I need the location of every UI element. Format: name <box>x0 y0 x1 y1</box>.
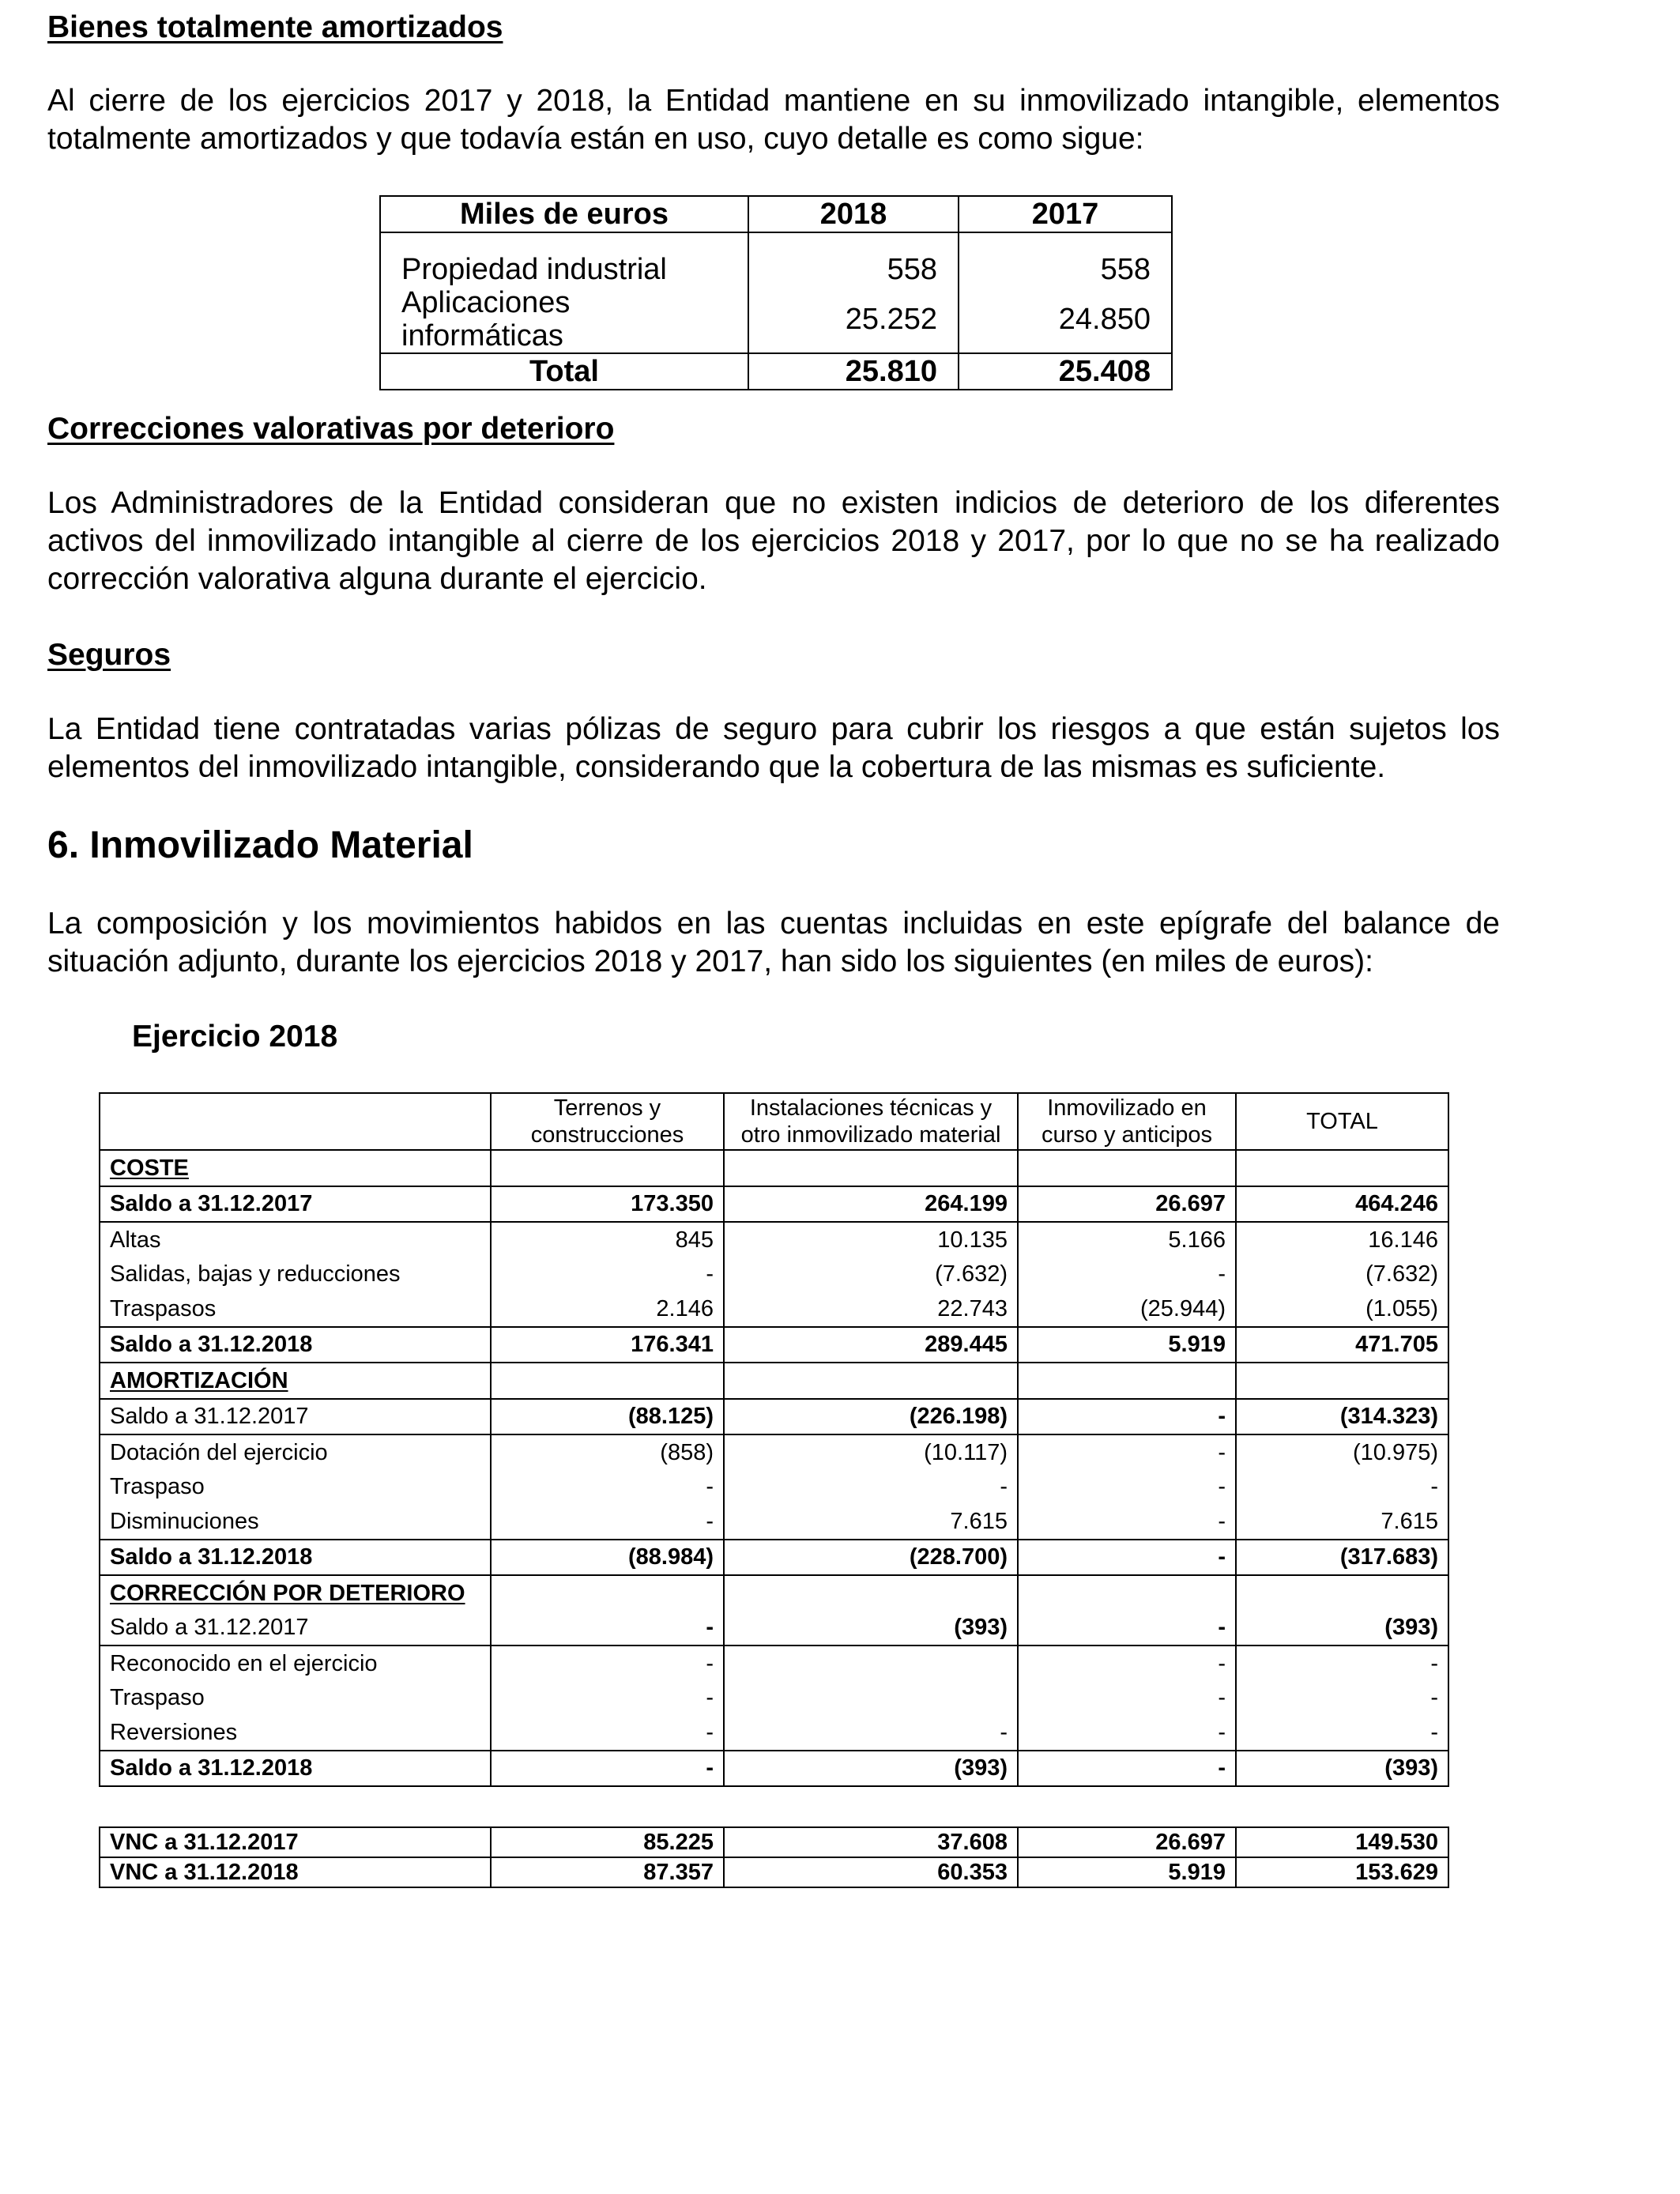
header-terrenos: Terrenos y construcciones <box>491 1093 724 1150</box>
row-label: Reconocido en el ejercicio <box>100 1646 491 1681</box>
header-inmovilizado-curso: Inmovilizado en curso y anticipos <box>1018 1093 1236 1150</box>
total-2018: 25.810 <box>748 353 959 390</box>
table-row <box>100 1399 1448 1435</box>
paragraph-inmovilizado-material: La composición y los movimientos habidos en las cuentas incluidas en este epígrafe del balance de situación adjunto, durante los ejercicios 2018 y 2017, han sido los siguientes (en miles de euros): <box>47 907 1500 978</box>
cell-instalaciones: (393) <box>724 1751 1018 1787</box>
row-label: Saldo a 31.12.2018 <box>100 1327 491 1363</box>
header-2017: 2017 <box>959 196 1172 232</box>
cell-total: (7.632) <box>1236 1257 1448 1292</box>
row-label: Saldo a 31.12.2018 <box>100 1751 491 1787</box>
cell-instalaciones: 289.445 <box>724 1327 1018 1363</box>
table-row <box>100 1291 1448 1327</box>
cell-terrenos: - <box>491 1646 724 1681</box>
cell-terrenos: 2.146 <box>491 1291 724 1327</box>
cell-terrenos: - <box>491 1751 724 1787</box>
cell-curso: - <box>1018 1257 1236 1292</box>
row-label: Saldo a 31.12.2018 <box>100 1540 491 1576</box>
table-header-row <box>380 196 1172 232</box>
cell-instalaciones: (10.117) <box>724 1434 1018 1470</box>
cell-instalaciones <box>724 1646 1018 1681</box>
row-label: VNC a 31.12.2018 <box>100 1857 491 1887</box>
row-label: Propiedad industrial <box>380 252 748 286</box>
cell-curso: - <box>1018 1470 1236 1505</box>
cell-total: (314.323) <box>1236 1399 1448 1435</box>
cell-instalaciones: 10.135 <box>724 1222 1018 1257</box>
cell-total: (393) <box>1236 1751 1448 1787</box>
cell-instalaciones: - <box>724 1715 1018 1751</box>
table-row <box>100 1540 1448 1576</box>
cell-terrenos: (88.125) <box>491 1399 724 1435</box>
cell-total: 464.246 <box>1236 1186 1448 1223</box>
cell-curso: - <box>1018 1399 1236 1435</box>
table-row-vnc-2017 <box>100 1827 1448 1857</box>
row-label: Saldo a 31.12.2017 <box>100 1186 491 1223</box>
row-value-2017: 24.850 <box>959 286 1172 353</box>
cell-curso: - <box>1018 1611 1236 1646</box>
cell-total: (317.683) <box>1236 1540 1448 1576</box>
paragraph-bienes: Al cierre de los ejercicios 2017 y 2018, la Entidad mantiene en su inmovilizado intangible, elementos totalmente amortizados y que todavía están en uso, cuyo detalle es como sigue: <box>47 84 1500 156</box>
cell-total: - <box>1236 1646 1448 1681</box>
row-value-2017: 558 <box>959 252 1172 286</box>
table-row <box>100 1715 1448 1751</box>
cell-terrenos: - <box>491 1681 724 1716</box>
header-blank <box>100 1093 491 1150</box>
row-label: Saldo a 31.12.2017 <box>100 1399 491 1435</box>
row-label: Salidas, bajas y reducciones <box>100 1257 491 1292</box>
table-row <box>100 1470 1448 1505</box>
cell-terrenos: - <box>491 1257 724 1292</box>
table-row <box>380 252 1172 286</box>
cell-total: (1.055) <box>1236 1291 1448 1327</box>
cell-total: - <box>1236 1715 1448 1751</box>
paragraph-correcciones: Los Administradores de la Entidad consideran que no existen indicios de deterioro de los diferentes activos del inmovilizado intangible al cierre de los ejercicios 2018 y 2017, por lo que no se ha realizado corrección valorativa alguna durante el ejercicio. <box>47 486 1500 596</box>
row-label: Traspasos <box>100 1291 491 1327</box>
table-row <box>100 1681 1448 1716</box>
row-label: Disminuciones <box>100 1504 491 1540</box>
header-total: TOTAL <box>1236 1093 1448 1150</box>
heading-correcciones: Correcciones valorativas por deterioro <box>47 412 615 446</box>
table-row <box>100 1327 1448 1363</box>
row-value-2018: 558 <box>748 252 959 286</box>
cell-curso: - <box>1018 1540 1236 1576</box>
cell-terrenos: - <box>491 1470 724 1505</box>
cell-terrenos: 845 <box>491 1222 724 1257</box>
row-label: Dotación del ejercicio <box>100 1434 491 1470</box>
cell-curso: - <box>1018 1646 1236 1681</box>
cell-terrenos: (88.984) <box>491 1540 724 1576</box>
table-row <box>100 1751 1448 1787</box>
row-label: Aplicaciones informáticas <box>380 286 748 353</box>
table-total-row <box>380 353 1172 390</box>
cell-instalaciones: - <box>724 1470 1018 1505</box>
cell-curso: - <box>1018 1434 1236 1470</box>
heading-bienes: Bienes totalmente amortizados <box>47 10 503 44</box>
section-row-coste <box>100 1150 1448 1186</box>
cell-instalaciones: (228.700) <box>724 1540 1018 1576</box>
table-row <box>380 286 1172 353</box>
heading-inmovilizado-material: 6. Inmovilizado Material <box>47 824 473 866</box>
cell-curso: - <box>1018 1504 1236 1540</box>
table-row <box>100 1646 1448 1681</box>
header-instalaciones: Instalaciones técnicas y otro inmovilizado material <box>724 1093 1018 1150</box>
cell-curso: - <box>1018 1751 1236 1787</box>
cell-instalaciones: (226.198) <box>724 1399 1018 1435</box>
table-row <box>100 1434 1448 1470</box>
row-label: Altas <box>100 1222 491 1257</box>
cell-terrenos: 173.350 <box>491 1186 724 1223</box>
section-label-deterioro: CORRECCIÓN POR DETERIORO <box>110 1580 465 1606</box>
row-value-2018: 25.252 <box>748 286 959 353</box>
row-label: Traspaso <box>100 1470 491 1505</box>
row-label: Reversiones <box>100 1715 491 1751</box>
cell-terrenos: 176.341 <box>491 1327 724 1363</box>
cell-terrenos: - <box>491 1715 724 1751</box>
cell-total: 16.146 <box>1236 1222 1448 1257</box>
row-label: VNC a 31.12.2017 <box>100 1827 491 1857</box>
cell-curso: - <box>1018 1681 1236 1716</box>
table-header-row <box>100 1093 1448 1150</box>
table-row <box>100 1504 1448 1540</box>
cell-curso: (25.944) <box>1018 1291 1236 1327</box>
cell-instalaciones: 7.615 <box>724 1504 1018 1540</box>
section-row-deterioro <box>100 1575 1448 1611</box>
table-row <box>100 1222 1448 1257</box>
total-label: Total <box>380 353 748 390</box>
section-label-amortizacion: AMORTIZACIÓN <box>110 1367 288 1393</box>
paragraph-seguros: La Entidad tiene contratadas varias pólizas de seguro para cubrir los riesgos a que están sujetos los elementos del inmovilizado intangible, considerando que la cobertura de las mismas es suficiente. <box>47 712 1500 784</box>
cell-terrenos: (858) <box>491 1434 724 1470</box>
cell-total: (10.975) <box>1236 1434 1448 1470</box>
cell-curso: - <box>1018 1715 1236 1751</box>
cell-curso: 26.697 <box>1018 1827 1236 1857</box>
cell-total: 149.530 <box>1236 1827 1448 1857</box>
cell-instalaciones <box>724 1681 1018 1716</box>
cell-total: (393) <box>1236 1611 1448 1646</box>
cell-terrenos: - <box>491 1504 724 1540</box>
cell-instalaciones: (393) <box>724 1611 1018 1646</box>
cell-curso: 5.166 <box>1018 1222 1236 1257</box>
table-row-vnc-2018 <box>100 1857 1448 1887</box>
table-row <box>100 1611 1448 1646</box>
cell-instalaciones: 264.199 <box>724 1186 1018 1223</box>
cell-instalaciones: 22.743 <box>724 1291 1018 1327</box>
row-label: Saldo a 31.12.2017 <box>100 1611 491 1646</box>
cell-total: - <box>1236 1681 1448 1716</box>
table-amortizados <box>379 195 1173 390</box>
total-2017: 25.408 <box>959 353 1172 390</box>
table-row <box>100 1186 1448 1223</box>
header-2018: 2018 <box>748 196 959 232</box>
table-movimientos <box>99 1092 1449 1888</box>
section-label-coste: COSTE <box>110 1155 189 1181</box>
cell-curso: 26.697 <box>1018 1186 1236 1223</box>
cell-terrenos: 85.225 <box>491 1827 724 1857</box>
cell-terrenos: - <box>491 1611 724 1646</box>
cell-total: 153.629 <box>1236 1857 1448 1887</box>
cell-curso: 5.919 <box>1018 1857 1236 1887</box>
subheading-ejercicio-2018: Ejercicio 2018 <box>132 1020 338 1054</box>
cell-instalaciones: 37.608 <box>724 1827 1018 1857</box>
cell-total: - <box>1236 1470 1448 1505</box>
cell-curso: 5.919 <box>1018 1327 1236 1363</box>
cell-instalaciones: 60.353 <box>724 1857 1018 1887</box>
cell-total: 7.615 <box>1236 1504 1448 1540</box>
cell-total: 471.705 <box>1236 1327 1448 1363</box>
table-row <box>100 1257 1448 1292</box>
header-miles: Miles de euros <box>380 196 748 232</box>
row-label: Traspaso <box>100 1681 491 1716</box>
section-row-amortizacion <box>100 1363 1448 1399</box>
cell-instalaciones: (7.632) <box>724 1257 1018 1292</box>
cell-terrenos: 87.357 <box>491 1857 724 1887</box>
heading-seguros: Seguros <box>47 638 171 672</box>
